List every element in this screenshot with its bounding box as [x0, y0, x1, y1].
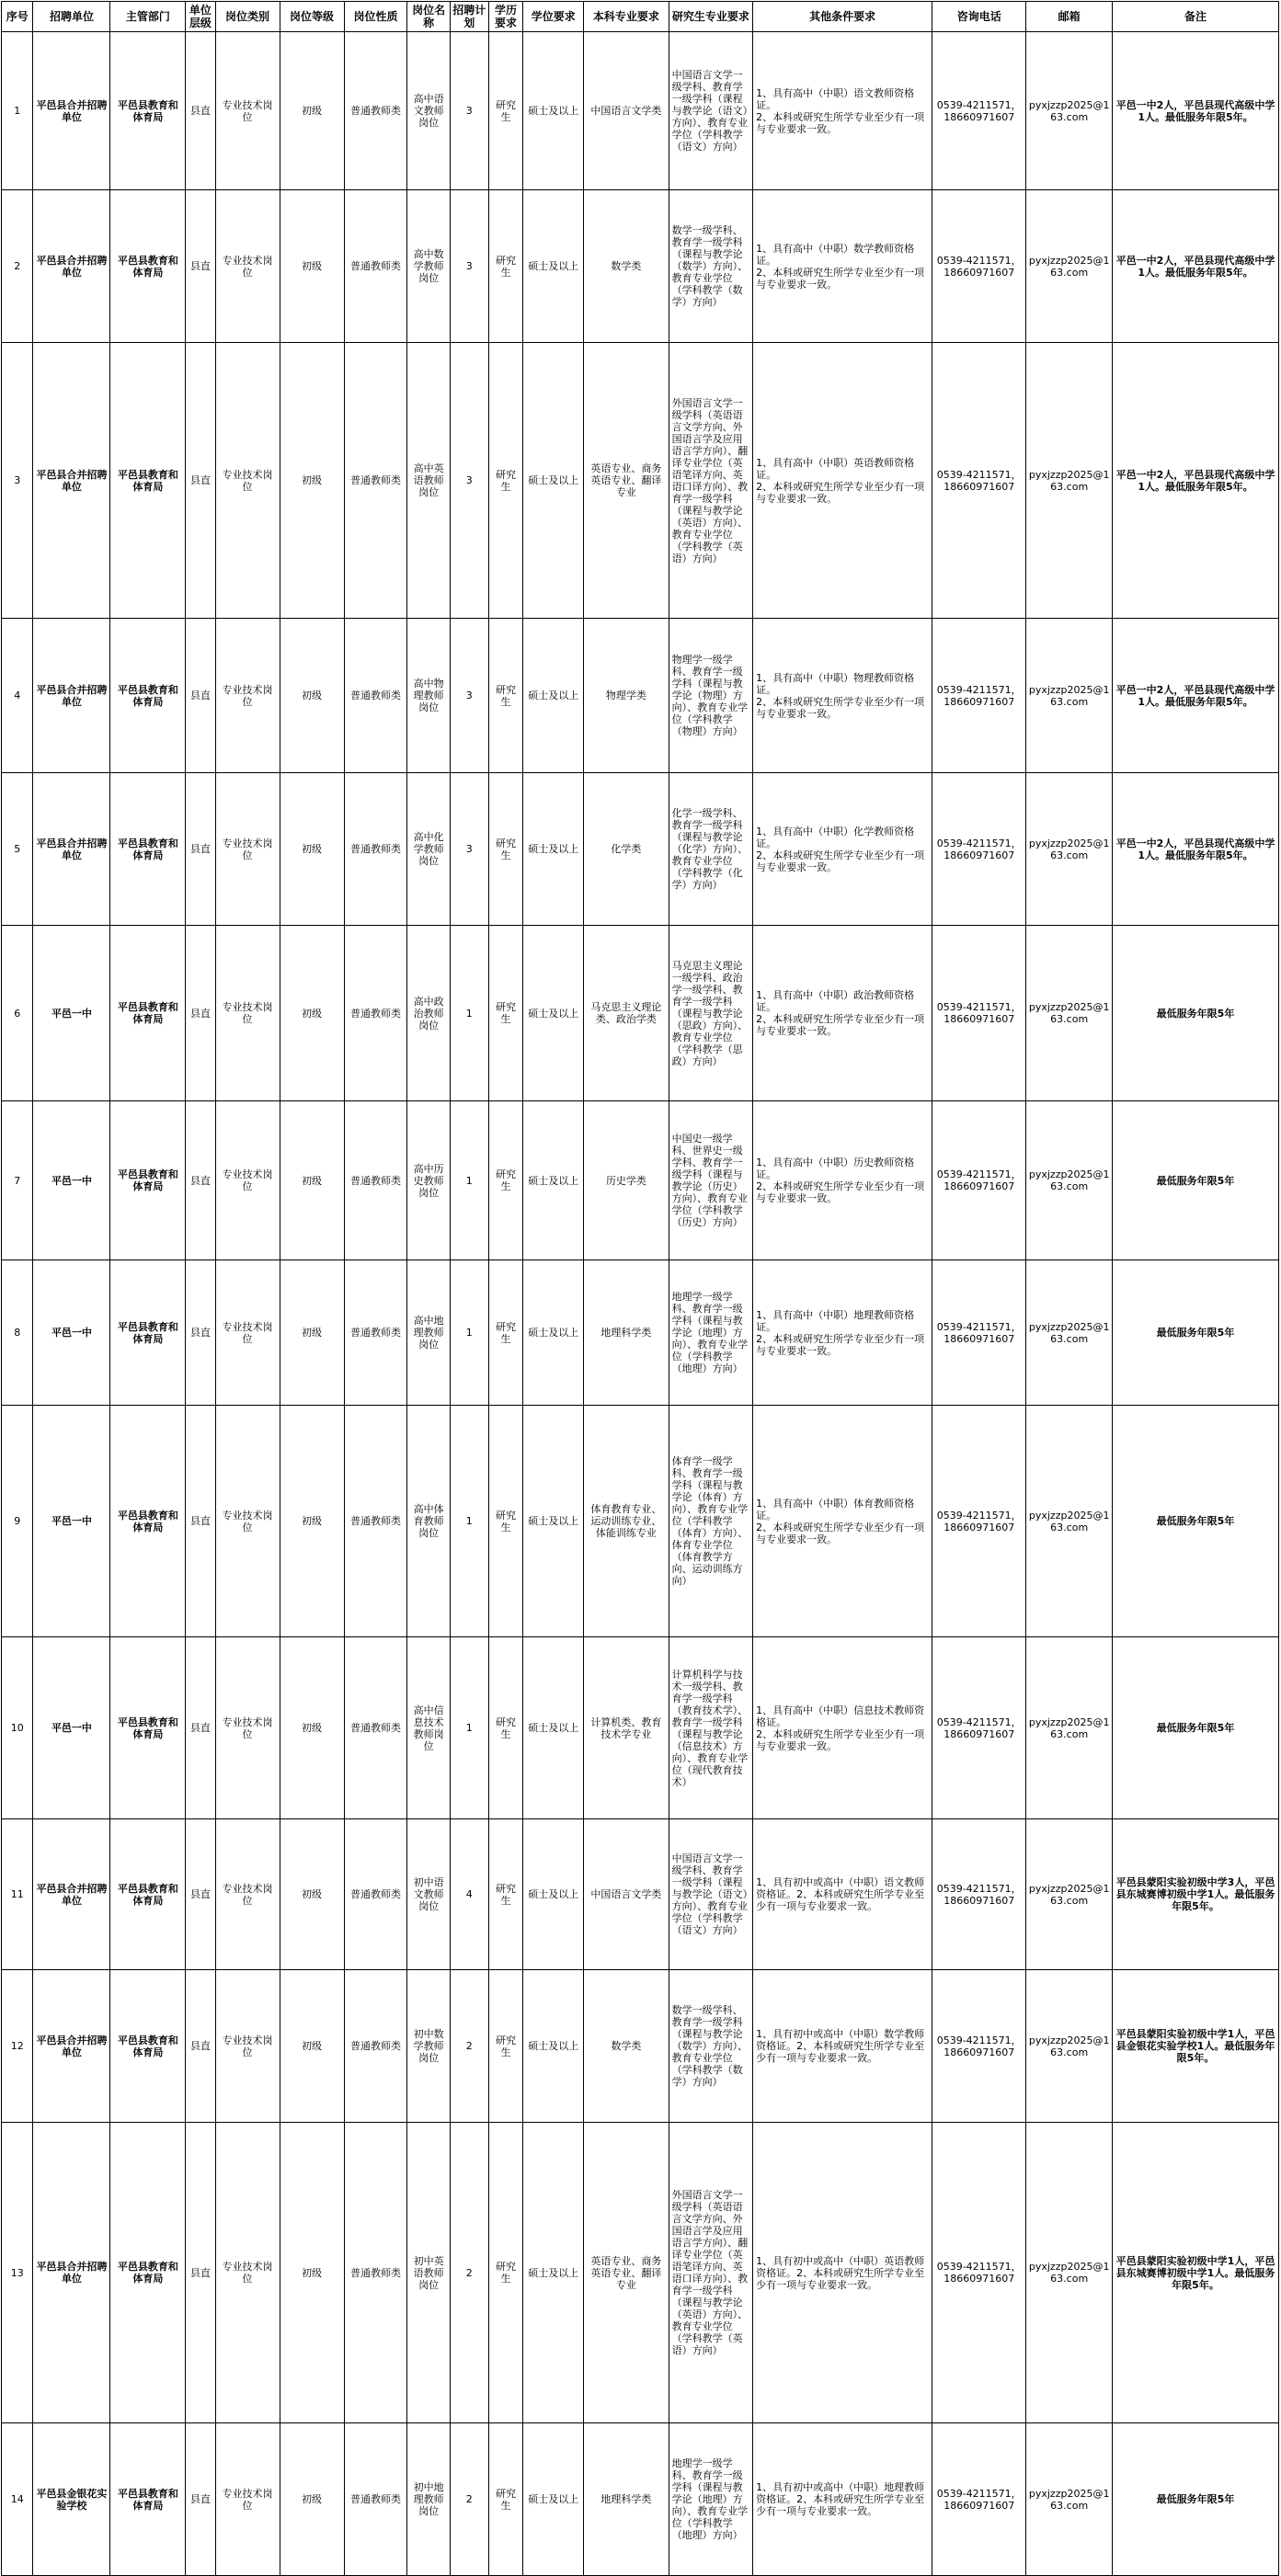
table-body: [2, 32, 1279, 2576]
recruit-plan: 3: [450, 32, 488, 190]
email: pyxjzzp2025@163.com: [1026, 619, 1113, 773]
post-nature: 普通教师类: [344, 1819, 407, 1970]
undergrad-major: 中国语言文学类: [584, 1819, 669, 1970]
other-conditions: 1、具有高中（中职）地理教师资格证。 2、本科或研究生所学专业至少有一项与专业要求一致。: [753, 1260, 932, 1406]
phone: 0539-4211571，18660971607: [932, 773, 1026, 926]
other-conditions: 1、具有高中（中职）化学教师资格证。 2、本科或研究生所学专业至少有一项与专业要求一致。: [753, 773, 932, 926]
post-name: 初中英语教师岗位: [407, 2123, 450, 2423]
post-grade: 初级: [280, 1637, 344, 1819]
undergrad-major: 数学类: [584, 190, 669, 343]
post-nature: 普通教师类: [344, 619, 407, 773]
post-name: 高中英语教师岗位: [407, 343, 450, 619]
email: pyxjzzp2025@163.com: [1026, 1819, 1113, 1970]
department: 平邑县教育和体育局: [110, 1260, 186, 1406]
post-name: 高中历史教师岗位: [407, 1101, 450, 1260]
row-number: 14: [2, 2423, 33, 2576]
other-conditions: 1、具有高中（中职）历史教师资格证。 2、本科或研究生所学专业至少有一项与专业要求一致。: [753, 1101, 932, 1260]
degree-requirement: 硕士及以上: [523, 773, 584, 926]
table-row: [2, 619, 1279, 773]
post-nature: 普通教师类: [344, 1970, 407, 2123]
post-name: 高中政治教师岗位: [407, 926, 450, 1101]
undergrad-major: 中国语言文学类: [584, 32, 669, 190]
recruit-plan: 3: [450, 619, 488, 773]
header-cell: 岗位性质: [344, 2, 407, 32]
phone: 0539-4211571，18660971607: [932, 619, 1026, 773]
recruiting-unit: 平邑一中: [33, 1101, 110, 1260]
degree-requirement: 硕士及以上: [523, 1101, 584, 1260]
other-conditions: 1、具有高中（中职）数学教师资格证。 2、本科或研究生所学专业至少有一项与专业要求一致。: [753, 190, 932, 343]
department: 平邑县教育和体育局: [110, 190, 186, 343]
email: pyxjzzp2025@163.com: [1026, 190, 1113, 343]
recruiting-unit: 平邑县合并招聘单位: [33, 343, 110, 619]
remarks: 最低服务年限5年: [1113, 1260, 1279, 1406]
recruiting-unit: 平邑县合并招聘单位: [33, 619, 110, 773]
table-row: [2, 2423, 1279, 2576]
remarks: 平邑一中2人，平邑县现代高级中学1人。最低服务年限5年。: [1113, 190, 1279, 343]
table-row: [2, 1637, 1279, 1819]
email: pyxjzzp2025@163.com: [1026, 1637, 1113, 1819]
department: 平邑县教育和体育局: [110, 2123, 186, 2423]
undergrad-major: 历史学类: [584, 1101, 669, 1260]
row-number: 2: [2, 190, 33, 343]
department: 平邑县教育和体育局: [110, 1819, 186, 1970]
recruiting-unit: 平邑县合并招聘单位: [33, 1819, 110, 1970]
post-category: 专业技术岗位: [215, 343, 280, 619]
post-grade: 初级: [280, 343, 344, 619]
table-row: [2, 343, 1279, 619]
header-cell: 单位层级: [186, 2, 215, 32]
phone: 0539-4211571，18660971607: [932, 1101, 1026, 1260]
recruiting-unit: 平邑县合并招聘单位: [33, 190, 110, 343]
post-grade: 初级: [280, 1101, 344, 1260]
row-number: 12: [2, 1970, 33, 2123]
post-grade: 初级: [280, 1260, 344, 1406]
graduate-major: 中国语言文学一级学科、教育学一级学科（课程与教学论（语文）方向）、教育专业学位（学科教学（语文）方向）: [669, 1819, 753, 1970]
post-category: 专业技术岗位: [215, 1637, 280, 1819]
unit-level: 县直: [186, 1101, 215, 1260]
post-grade: 初级: [280, 926, 344, 1101]
table-row: [2, 2123, 1279, 2423]
header-row: [2, 2, 1279, 32]
recruiting-unit: 平邑一中: [33, 1260, 110, 1406]
remarks: 平邑一中2人，平邑县现代高级中学1人。最低服务年限5年。: [1113, 773, 1279, 926]
post-name: 高中地理教师岗位: [407, 1260, 450, 1406]
unit-level: 县直: [186, 926, 215, 1101]
table-row: [2, 32, 1279, 190]
recruit-plan: 3: [450, 773, 488, 926]
post-nature: 普通教师类: [344, 926, 407, 1101]
graduate-major: 数学一级学科、教育学一级学科（课程与教学论（数学）方向）、教育专业学位（学科教学（数学）方向）: [669, 190, 753, 343]
row-number: 5: [2, 773, 33, 926]
degree-requirement: 硕士及以上: [523, 1406, 584, 1637]
other-conditions: 1、具有高中（中职）物理教师资格证。 2、本科或研究生所学专业至少有一项与专业要求一致。: [753, 619, 932, 773]
graduate-major: 计算机科学与技术一级学科、教育学一级学科（教育技术学）、教育学一级学科（课程与教学论（信息技术）方向）、教育专业学位（现代教育技术）: [669, 1637, 753, 1819]
header-cell: 备注: [1113, 2, 1279, 32]
education-requirement: 研究生: [488, 773, 523, 926]
post-category: 专业技术岗位: [215, 619, 280, 773]
post-category: 专业技术岗位: [215, 926, 280, 1101]
post-name: 高中数学教师岗位: [407, 190, 450, 343]
recruiting-unit: 平邑一中: [33, 1637, 110, 1819]
header-cell: 序号: [2, 2, 33, 32]
recruiting-unit: 平邑一中: [33, 1406, 110, 1637]
phone: 0539-4211571，18660971607: [932, 1970, 1026, 2123]
recruiting-unit: 平邑县合并招聘单位: [33, 32, 110, 190]
education-requirement: 研究生: [488, 1637, 523, 1819]
education-requirement: 研究生: [488, 32, 523, 190]
degree-requirement: 硕士及以上: [523, 926, 584, 1101]
post-category: 专业技术岗位: [215, 1260, 280, 1406]
post-category: 专业技术岗位: [215, 32, 280, 190]
phone: 0539-4211571，18660971607: [932, 32, 1026, 190]
unit-level: 县直: [186, 32, 215, 190]
email: pyxjzzp2025@163.com: [1026, 2423, 1113, 2576]
undergrad-major: 马克思主义理论类、政治学类: [584, 926, 669, 1101]
phone: 0539-4211571，18660971607: [932, 926, 1026, 1101]
remarks: 最低服务年限5年: [1113, 2423, 1279, 2576]
row-number: 3: [2, 343, 33, 619]
remarks: 最低服务年限5年: [1113, 926, 1279, 1101]
undergrad-major: 英语专业、商务英语专业、翻译专业: [584, 343, 669, 619]
post-category: 专业技术岗位: [215, 773, 280, 926]
post-category: 专业技术岗位: [215, 2123, 280, 2423]
undergrad-major: 地理科学类: [584, 1260, 669, 1406]
education-requirement: 研究生: [488, 1260, 523, 1406]
email: pyxjzzp2025@163.com: [1026, 926, 1113, 1101]
post-nature: 普通教师类: [344, 1260, 407, 1406]
post-grade: 初级: [280, 1406, 344, 1637]
other-conditions: 1、具有初中或高中（中职）英语教师资格证。2、本科或研究生所学专业至少有一项与专业要求一致。: [753, 2123, 932, 2423]
education-requirement: 研究生: [488, 619, 523, 773]
row-number: 6: [2, 926, 33, 1101]
post-name: 高中语文教师岗位: [407, 32, 450, 190]
phone: 0539-4211571，18660971607: [932, 1819, 1026, 1970]
post-nature: 普通教师类: [344, 1637, 407, 1819]
degree-requirement: 硕士及以上: [523, 1970, 584, 2123]
row-number: 4: [2, 619, 33, 773]
email: pyxjzzp2025@163.com: [1026, 343, 1113, 619]
post-name: 初中语文教师岗位: [407, 1819, 450, 1970]
remarks: 平邑一中2人，平邑县现代高级中学1人。最低服务年限5年。: [1113, 343, 1279, 619]
degree-requirement: 硕士及以上: [523, 32, 584, 190]
department: 平邑县教育和体育局: [110, 926, 186, 1101]
degree-requirement: 硕士及以上: [523, 2123, 584, 2423]
remarks: 平邑县蒙阳实验初级中学1人，平邑县金银花实验学校1人。最低服务年限5年。: [1113, 1970, 1279, 2123]
post-category: 专业技术岗位: [215, 1819, 280, 1970]
table-row: [2, 773, 1279, 926]
recruiting-unit: 平邑县合并招聘单位: [33, 1970, 110, 2123]
remarks: 平邑一中2人，平邑县现代高级中学1人。最低服务年限5年。: [1113, 32, 1279, 190]
email: pyxjzzp2025@163.com: [1026, 32, 1113, 190]
table-row: [2, 1260, 1279, 1406]
table-row: [2, 926, 1279, 1101]
post-grade: 初级: [280, 1970, 344, 2123]
row-number: 10: [2, 1637, 33, 1819]
department: 平邑县教育和体育局: [110, 1637, 186, 1819]
header-cell: 咨询电话: [932, 2, 1026, 32]
email: pyxjzzp2025@163.com: [1026, 1406, 1113, 1637]
other-conditions: 1、具有初中或高中（中职）数学教师资格证。2、本科或研究生所学专业至少有一项与专业要求一致。: [753, 1970, 932, 2123]
post-name: 初中数学教师岗位: [407, 1970, 450, 2123]
degree-requirement: 硕士及以上: [523, 2423, 584, 2576]
department: 平邑县教育和体育局: [110, 773, 186, 926]
education-requirement: 研究生: [488, 1819, 523, 1970]
header-cell: 本科专业要求: [584, 2, 669, 32]
post-nature: 普通教师类: [344, 32, 407, 190]
other-conditions: 1、具有初中或高中（中职）语文教师资格证。2、本科或研究生所学专业至少有一项与专业要求一致。: [753, 1819, 932, 1970]
post-grade: 初级: [280, 190, 344, 343]
header-cell: 其他条件要求: [753, 2, 932, 32]
row-number: 1: [2, 32, 33, 190]
email: pyxjzzp2025@163.com: [1026, 1260, 1113, 1406]
education-requirement: 研究生: [488, 2123, 523, 2423]
other-conditions: 1、具有高中（中职）信息技术教师资格证。 2、本科或研究生所学专业至少有一项与专业要求一致。: [753, 1637, 932, 1819]
undergrad-major: 化学类: [584, 773, 669, 926]
remarks: 平邑县蒙阳实验初级中学3人，平邑县东城赛博初级中学1人。最低服务年限5年。: [1113, 1819, 1279, 1970]
recruit-plan: 1: [450, 1101, 488, 1260]
recruit-plan: 2: [450, 1970, 488, 2123]
phone: 0539-4211571，18660971607: [932, 1637, 1026, 1819]
recruiting-unit: 平邑一中: [33, 926, 110, 1101]
post-name: 初中地理教师岗位: [407, 2423, 450, 2576]
header-cell: 主管部门: [110, 2, 186, 32]
header-cell: 招聘计划: [450, 2, 488, 32]
email: pyxjzzp2025@163.com: [1026, 1970, 1113, 2123]
remarks: 最低服务年限5年: [1113, 1101, 1279, 1260]
unit-level: 县直: [186, 1970, 215, 2123]
department: 平邑县教育和体育局: [110, 1101, 186, 1260]
post-name: 高中物理教师岗位: [407, 619, 450, 773]
row-number: 7: [2, 1101, 33, 1260]
graduate-major: 中国语言文学一级学科、教育学一级学科（课程与教学论（语文）方向）、教育专业学位（学科教学（语文）方向）: [669, 32, 753, 190]
unit-level: 县直: [186, 1819, 215, 1970]
post-category: 专业技术岗位: [215, 1406, 280, 1637]
post-name: 高中化学教师岗位: [407, 773, 450, 926]
unit-level: 县直: [186, 1637, 215, 1819]
post-grade: 初级: [280, 619, 344, 773]
post-nature: 普通教师类: [344, 190, 407, 343]
post-category: 专业技术岗位: [215, 2423, 280, 2576]
undergrad-major: 计算机类、教育技术学专业: [584, 1637, 669, 1819]
post-grade: 初级: [280, 32, 344, 190]
degree-requirement: 硕士及以上: [523, 1819, 584, 1970]
graduate-major: 外国语言文学一级学科（英语语言文学方向、外国语言学及应用语言学方向）、翻译专业学位（英语笔译方向、英语口译方向）、教育学一级学科（课程与教学论（英语）方向）、教育专业学位（学科教学（英语）方向）: [669, 343, 753, 619]
graduate-major: 数学一级学科、教育学一级学科（课程与教学论（数学）方向）、教育专业学位（学科教学（数学）方向）: [669, 1970, 753, 2123]
header-cell: 研究生专业要求: [669, 2, 753, 32]
graduate-major: 中国史一级学科、世界史一级学科、教育学一级学科（课程与教学论（历史）方向）、教育专业学位（学科教学（历史）方向）: [669, 1101, 753, 1260]
undergrad-major: 地理科学类: [584, 2423, 669, 2576]
table-row: [2, 1970, 1279, 2123]
row-number: 11: [2, 1819, 33, 1970]
post-grade: 初级: [280, 2423, 344, 2576]
undergrad-major: 数学类: [584, 1970, 669, 2123]
undergrad-major: 物理学类: [584, 619, 669, 773]
graduate-major: 物理学一级学科、教育学一级学科（课程与教学论（物理）方向）、教育专业学位（学科教学（物理）方向）: [669, 619, 753, 773]
post-category: 专业技术岗位: [215, 1101, 280, 1260]
phone: 0539-4211571，18660971607: [932, 1406, 1026, 1637]
unit-level: 县直: [186, 2123, 215, 2423]
degree-requirement: 硕士及以上: [523, 343, 584, 619]
other-conditions: 1、具有高中（中职）英语教师资格证。 2、本科或研究生所学专业至少有一项与专业要求一致。: [753, 343, 932, 619]
post-nature: 普通教师类: [344, 1406, 407, 1637]
header-cell: 招聘单位: [33, 2, 110, 32]
education-requirement: 研究生: [488, 1101, 523, 1260]
graduate-major: 马克思主义理论一级学科、政治学一级学科、教育学一级学科（课程与教学论（思政）方向）、教育专业学位（学科教学（思政）方向）: [669, 926, 753, 1101]
table-row: [2, 190, 1279, 343]
degree-requirement: 硕士及以上: [523, 190, 584, 343]
post-nature: 普通教师类: [344, 773, 407, 926]
row-number: 8: [2, 1260, 33, 1406]
graduate-major: 地理学一级学科、教育学一级学科（课程与教学论（地理）方向）、教育专业学位（学科教学（地理）方向）: [669, 1260, 753, 1406]
education-requirement: 研究生: [488, 1970, 523, 2123]
post-nature: 普通教师类: [344, 1101, 407, 1260]
department: 平邑县教育和体育局: [110, 343, 186, 619]
post-grade: 初级: [280, 2123, 344, 2423]
header-cell: 岗位等级: [280, 2, 344, 32]
unit-level: 县直: [186, 1260, 215, 1406]
unit-level: 县直: [186, 1406, 215, 1637]
unit-level: 县直: [186, 773, 215, 926]
other-conditions: 1、具有高中（中职）语文教师资格证。 2、本科或研究生所学专业至少有一项与专业要求一致。: [753, 32, 932, 190]
email: pyxjzzp2025@163.com: [1026, 1101, 1113, 1260]
graduate-major: 外国语言文学一级学科（英语语言文学方向、外国语言学及应用语言学方向）、翻译专业学位（英语笔译方向、英语口译方向）、教育学一级学科（课程与教学论（英语）方向）、教育专业学位（学科教学（英语）方向）: [669, 2123, 753, 2423]
phone: 0539-4211571，18660971607: [932, 343, 1026, 619]
row-number: 13: [2, 2123, 33, 2423]
unit-level: 县直: [186, 343, 215, 619]
undergrad-major: 英语专业、商务英语专业、翻译专业: [584, 2123, 669, 2423]
unit-level: 县直: [186, 619, 215, 773]
graduate-major: 地理学一级学科、教育学一级学科（课程与教学论（地理）方向）、教育专业学位（学科教学（地理）方向）: [669, 2423, 753, 2576]
recruit-plan: 3: [450, 190, 488, 343]
other-conditions: 1、具有高中（中职）体育教师资格证。 2、本科或研究生所学专业至少有一项与专业要求一致。: [753, 1406, 932, 1637]
email: pyxjzzp2025@163.com: [1026, 2123, 1113, 2423]
post-nature: 普通教师类: [344, 2123, 407, 2423]
table-row: [2, 1406, 1279, 1637]
department: 平邑县教育和体育局: [110, 32, 186, 190]
education-requirement: 研究生: [488, 190, 523, 343]
remarks: 最低服务年限5年: [1113, 1637, 1279, 1819]
undergrad-major: 体育教育专业、运动训练专业、体能训练专业: [584, 1406, 669, 1637]
recruiting-unit: 平邑县合并招聘单位: [33, 773, 110, 926]
table-row: [2, 1101, 1279, 1260]
education-requirement: 研究生: [488, 926, 523, 1101]
recruit-plan: 1: [450, 1637, 488, 1819]
post-category: 专业技术岗位: [215, 1970, 280, 2123]
education-requirement: 研究生: [488, 1406, 523, 1637]
education-requirement: 研究生: [488, 343, 523, 619]
degree-requirement: 硕士及以上: [523, 1260, 584, 1406]
recruit-plan: 1: [450, 1260, 488, 1406]
recruit-plan: 2: [450, 2123, 488, 2423]
phone: 0539-4211571，18660971607: [932, 2423, 1026, 2576]
graduate-major: 体育学一级学科、教育学一级学科（课程与教学论（体育）方向）、教育专业学位（学科教学（体育）方向）、体育专业学位（体育教学方向、运动训练方向）: [669, 1406, 753, 1637]
header-cell: 岗位类别: [215, 2, 280, 32]
recruit-plan: 2: [450, 2423, 488, 2576]
post-name: 高中信息技术教师岗位: [407, 1637, 450, 1819]
remarks: 平邑县蒙阳实验初级中学1人，平邑县东城赛博初级中学1人。最低服务年限5年。: [1113, 2123, 1279, 2423]
post-name: 高中体育教师岗位: [407, 1406, 450, 1637]
graduate-major: 化学一级学科、教育学一级学科（课程与教学论（化学）方向）、教育专业学位（学科教学（化学）方向）: [669, 773, 753, 926]
header-cell: 邮箱: [1026, 2, 1113, 32]
degree-requirement: 硕士及以上: [523, 1637, 584, 1819]
phone: 0539-4211571，18660971607: [932, 2123, 1026, 2423]
header-cell: 岗位名称: [407, 2, 450, 32]
recruitment-table: [1, 1, 1279, 2576]
recruiting-unit: 平邑县金银花实验学校: [33, 2423, 110, 2576]
post-nature: 普通教师类: [344, 343, 407, 619]
table-row: [2, 1819, 1279, 1970]
other-conditions: 1、具有初中或高中（中职）地理教师资格证。2、本科或研究生所学专业至少有一项与专业要求一致。: [753, 2423, 932, 2576]
department: 平邑县教育和体育局: [110, 1406, 186, 1637]
recruit-plan: 1: [450, 926, 488, 1101]
post-grade: 初级: [280, 1819, 344, 1970]
other-conditions: 1、具有高中（中职）政治教师资格证。 2、本科或研究生所学专业至少有一项与专业要求一致。: [753, 926, 932, 1101]
recruit-plan: 1: [450, 1406, 488, 1637]
row-number: 9: [2, 1406, 33, 1637]
recruit-plan: 3: [450, 343, 488, 619]
department: 平邑县教育和体育局: [110, 2423, 186, 2576]
unit-level: 县直: [186, 2423, 215, 2576]
post-grade: 初级: [280, 773, 344, 926]
unit-level: 县直: [186, 190, 215, 343]
degree-requirement: 硕士及以上: [523, 619, 584, 773]
header-cell: 学历要求: [488, 2, 523, 32]
phone: 0539-4211571，18660971607: [932, 190, 1026, 343]
department: 平邑县教育和体育局: [110, 1970, 186, 2123]
recruit-plan: 4: [450, 1819, 488, 1970]
education-requirement: 研究生: [488, 2423, 523, 2576]
department: 平邑县教育和体育局: [110, 619, 186, 773]
remarks: 平邑一中2人，平邑县现代高级中学1人。最低服务年限5年。: [1113, 619, 1279, 773]
post-nature: 普通教师类: [344, 2423, 407, 2576]
email: pyxjzzp2025@163.com: [1026, 773, 1113, 926]
recruiting-unit: 平邑县合并招聘单位: [33, 2123, 110, 2423]
phone: 0539-4211571，18660971607: [932, 1260, 1026, 1406]
remarks: 最低服务年限5年: [1113, 1406, 1279, 1637]
header-cell: 学位要求: [523, 2, 584, 32]
post-category: 专业技术岗位: [215, 190, 280, 343]
